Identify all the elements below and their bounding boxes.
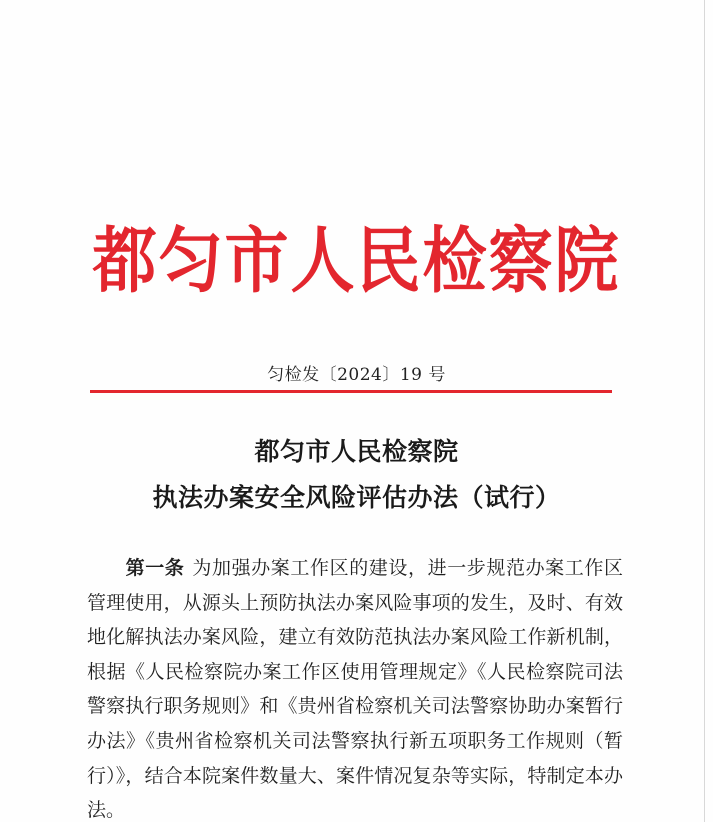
red-separator-line [90,390,612,393]
page-edge-line [704,0,705,822]
document-number: 匀检发〔2024〕19 号 [267,365,446,385]
organization-header: 都匀市人民检察院 [92,220,621,304]
document-title-line-1: 都匀市人民检察院 [254,437,459,466]
article-1-label: 第一条 [125,557,185,579]
article-1-text: 为加强办案工作区的建设，进一步规范办案工作区管理使用，从源头上预防执法办案风险事项的发生，及时、有效地化解执法办案风险，建立有效防范执法办案风险工作新机制，根据《人民检察院办案工作区使用管理规定》《人民检察院司法警察执行职务规则》和《贵州省检察机关司法警察协助办案暂行办法》《贵州省检察机关司法警察执行新五项职务工作规则（暂行）》，结合本院案件数量大、案件情况复杂等实际，特制定本办法。 [87,557,623,822]
document-title-line-2: 执法办案安全风险评估办法（试行） [152,483,561,512]
article-1-paragraph [87,551,623,828]
